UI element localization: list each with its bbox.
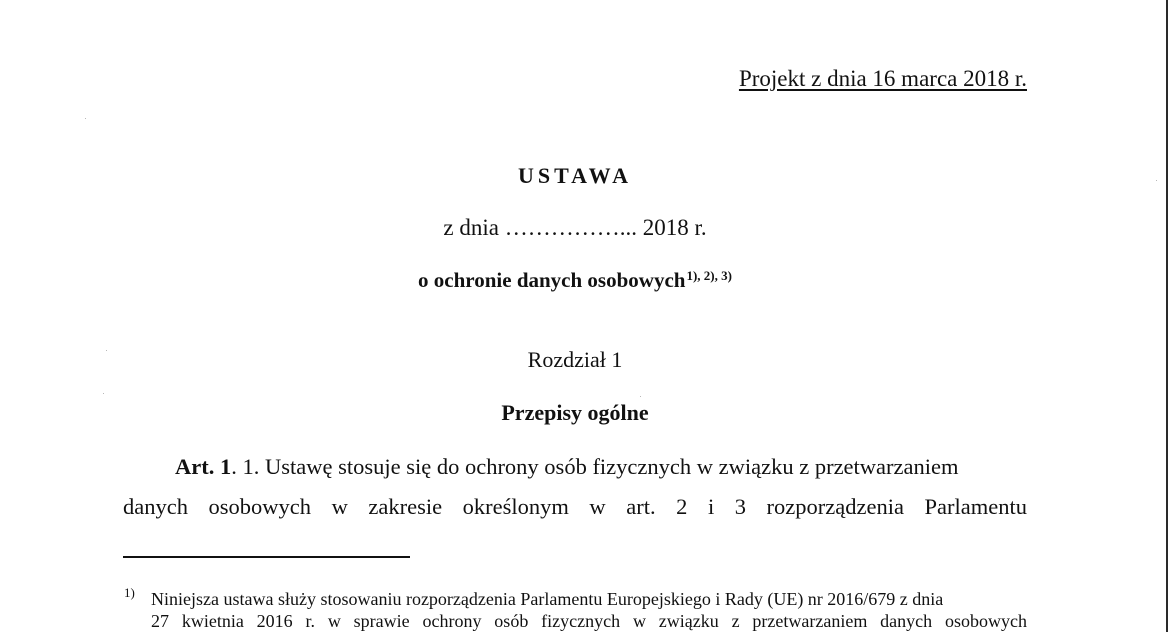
chapter-title: Przepisy ogólne	[501, 400, 649, 425]
act-type-heading: USTAWA	[517, 163, 633, 188]
chapter-number: Rozdział 1	[527, 347, 623, 372]
act-date-line: z dnia ……………... 2018 r.	[443, 215, 707, 240]
scan-speck	[85, 118, 86, 119]
article-text-line-2: danych osobowych w zakresie określonym w art. 2 i 3 rozporządzenia Parlamentu	[123, 494, 1027, 519]
scan-speck	[1156, 180, 1157, 181]
act-title-text: o ochronie danych osobowych	[418, 268, 686, 292]
footnote-text-line-2: 27 kwietnia 2016 r. w sprawie ochrony osób fizycznych w związku z przetwarzaniem danych osobowych	[151, 611, 1027, 631]
article-text-line-1: . 1. Ustawę stosuje się do ochrony osób fizycznych w związku z przetwarzaniem	[231, 454, 959, 479]
article-label: Art. 1	[175, 454, 232, 479]
article-1-paragraph	[123, 454, 1027, 480]
scan-speck	[640, 396, 641, 397]
scan-speck	[103, 393, 104, 394]
footnote-refs[interactable]: 1), 2), 3)	[686, 268, 732, 283]
footnote-text-line-1: Niniejsza ustawa służy stosowaniu rozporządzenia Parlamentu Europejskiego i Rady (UE) nr 2016/679 z dnia	[151, 589, 944, 609]
act-title	[0, 268, 1150, 293]
footnote-mark: 1)	[124, 585, 135, 600]
footnote-separator	[123, 556, 410, 558]
page-edge-line	[1166, 0, 1168, 632]
project-date: Projekt z dnia 16 marca 2018 r.	[738, 66, 1027, 91]
